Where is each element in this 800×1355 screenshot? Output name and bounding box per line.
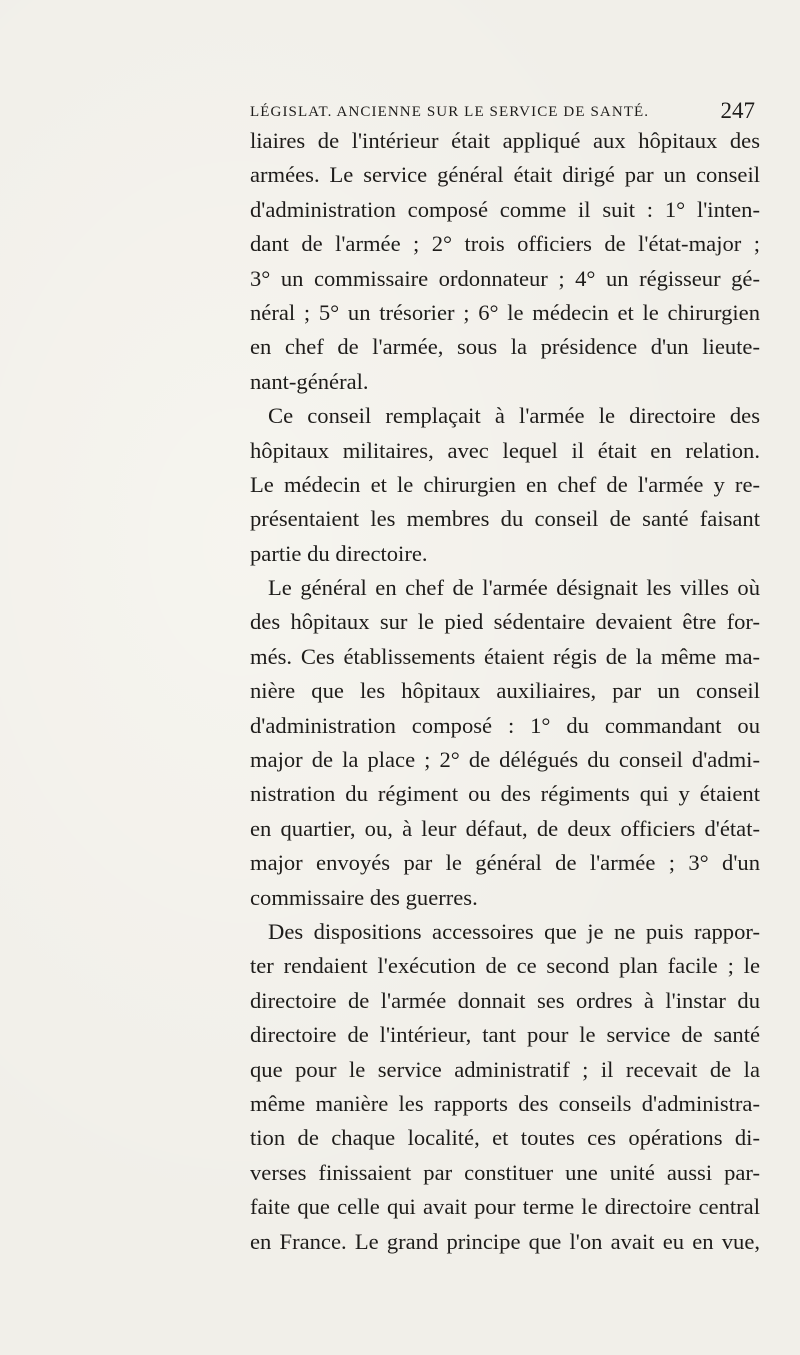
text-line: directoire de l'intérieur, tant pour le service de santé: [250, 1022, 760, 1048]
body-text: [250, 124, 760, 1259]
running-title: LÉGISLAT. ANCIENNE SUR LE SERVICE DE SANTÉ.: [250, 104, 650, 120]
page-number: 247: [720, 98, 755, 123]
text-line: directoire de l'armée donnait ses ordres à l'instar du: [250, 987, 760, 1013]
text-line: hôpitaux militaires, avec lequel il était en relation.: [250, 437, 760, 463]
text-line: en quartier, ou, à leur défaut, de deux officiers d'état-: [250, 815, 760, 841]
text-line: nistration du régiment ou des régiments qui y étaient: [250, 781, 760, 807]
text-line: néral ; 5° un trésorier ; 6° le médecin et le chirurgien: [250, 299, 760, 325]
text-line: Le médecin et le chirurgien en chef de l'armée y re-: [250, 471, 760, 497]
text-line: des hôpitaux sur le pied sédentaire devaient être for-: [250, 609, 760, 635]
text-line: partie du directoire.: [250, 540, 428, 566]
text-line: més. Ces établissements étaient régis de la même ma-: [250, 643, 760, 669]
text-line: liaires de l'intérieur était appliqué aux hôpitaux des: [250, 128, 760, 153]
text-line: d'administration composé comme il suit : 1° l'inten-: [250, 196, 760, 222]
text-line: major envoyés par le général de l'armée ; 3° d'un: [250, 850, 760, 876]
text-line: en France. Le grand principe que l'on avait eu en vue,: [250, 1228, 760, 1254]
text-line: même manière les rapports des conseils d'administra-: [250, 1090, 760, 1116]
text-line: Des dispositions accessoires que je ne puis rappor-: [268, 918, 760, 944]
text-line: Ce conseil remplaçait à l'armée le directoire des: [268, 403, 760, 429]
text-line: nant-général.: [250, 368, 369, 394]
text-line: commissaire des guerres.: [250, 884, 478, 910]
text-line: que pour le service administratif ; il recevait de la: [250, 1056, 760, 1082]
text-line: verses finissaient par constituer une unité aussi par-: [250, 1159, 760, 1185]
text-line: ter rendaient l'exécution de ce second plan facile ; le: [250, 953, 760, 979]
text-line: faite que celle qui avait pour terme le directoire central: [250, 1194, 760, 1220]
text-line: présentaient les membres du conseil de santé faisant: [250, 506, 760, 532]
text-line: Le général en chef de l'armée désignait les villes où: [268, 575, 760, 601]
text-line: armées. Le service général était dirigé par un conseil: [250, 162, 760, 188]
text-line: d'administration composé : 1° du commandant ou: [250, 712, 760, 738]
text-line: 3° un commissaire ordonnateur ; 4° un régisseur gé-: [250, 265, 760, 291]
text-line: major de la place ; 2° de délégués du conseil d'admi-: [250, 747, 760, 773]
text-line: dant de l'armée ; 2° trois officiers de l'état-major ;: [250, 231, 760, 257]
text-line: en chef de l'armée, sous la présidence d'un lieute-: [250, 334, 760, 360]
text-line: tion de chaque localité, et toutes ces opérations di-: [250, 1125, 760, 1151]
text-line: nière que les hôpitaux auxiliaires, par un conseil: [250, 678, 760, 704]
running-head: [250, 98, 755, 126]
